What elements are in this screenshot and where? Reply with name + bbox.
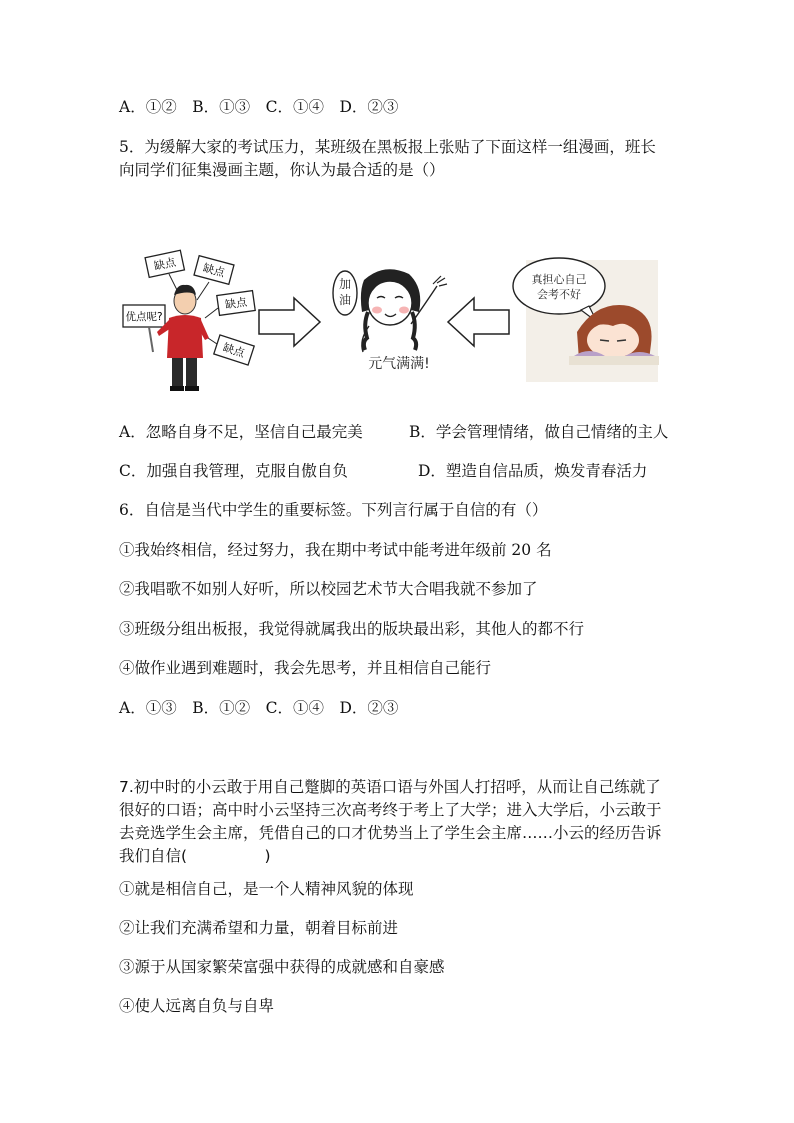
- q5-option-b: B．学会管理情绪，做自己情绪的主人: [409, 423, 669, 441]
- right-panel-worried-girl: [513, 258, 659, 382]
- center-panel-girl: [333, 269, 447, 372]
- jia-text: 加: [338, 277, 352, 291]
- q7-stem-line4: 我们自信( ): [119, 847, 271, 865]
- q6-stem: 6．自信是当代中学生的重要标签。下列言行属于自信的有（）: [119, 501, 548, 519]
- q5-stem-line1: 5．为缓解大家的考试压力，某班级在黑板报上张贴了下面这样一组漫画，班长: [119, 138, 656, 156]
- q4-options: A．①② B．①③ C．①④ D．②③: [119, 98, 399, 116]
- left-panel-man: [123, 250, 255, 391]
- q5-comic-figure: [119, 240, 679, 400]
- sign-text-1: 缺点: [152, 255, 177, 273]
- q5-option-d: D．塑造自信品质，焕发青春活力: [418, 462, 648, 480]
- q5-option-a: A．忽略自身不足，坚信自己最完美: [119, 423, 363, 441]
- q7-item-3: ③源于从国家繁荣富强中获得的成就感和自豪感: [119, 958, 445, 976]
- q7-item-4: ④使人远离自负与自卑: [119, 997, 275, 1015]
- q6-item-4: ④做作业遇到难题时，我会先思考，并且相信自己能行: [119, 659, 492, 677]
- sign-text-4: 缺点: [221, 340, 247, 361]
- yuanqi-caption: 元气满满!: [368, 356, 430, 372]
- q7-stem-line3: 去竞选学生会主席，凭借自己的口才优势当上了学生会主席……小云的经历告诉: [119, 824, 662, 842]
- q6-options: A．①③ B．①② C．①④ D．②③: [119, 699, 399, 717]
- board-text: 优点呢?: [125, 311, 163, 323]
- you-text: 油: [338, 293, 352, 307]
- q5-stem-line2: 向同学们征集漫画主题，你认为最合适的是（）: [119, 161, 445, 179]
- sign-text-2: 缺点: [201, 261, 227, 280]
- q7-item-2: ②让我们充满希望和力量，朝着目标前进: [119, 919, 399, 937]
- comic-strip-illustration: [119, 240, 679, 400]
- arrow-right-icon: [259, 298, 320, 346]
- q6-item-3: ③班级分组出板报，我觉得就属我出的版块最出彩，其他人的都不行: [119, 620, 585, 638]
- q7-stem-line1: 7.初中时的小云敢于用自己蹩脚的英语口语与外国人打招呼，从而让自己练就了: [119, 778, 661, 796]
- speech-bubble: [513, 258, 605, 314]
- q5-option-c: C．加强自我管理，克服自傲自负: [119, 462, 348, 480]
- q7-stem-line2: 很好的口语；高中时小云坚持三次高考终于考上了大学；进入大学后，小云敢于: [119, 801, 662, 819]
- bubble-line2: 会考不好: [537, 288, 581, 301]
- arrow-left-icon: [448, 298, 509, 346]
- q7-item-1: ①就是相信自己，是一个人精神风貌的体现: [119, 880, 414, 898]
- sign-text-3: 缺点: [224, 295, 248, 312]
- q6-item-2: ②我唱歌不如别人好听，所以校园艺术节大合唱我就不参加了: [119, 580, 538, 598]
- bubble-line1: 真担心自己: [531, 273, 587, 286]
- q6-item-1: ①我始终相信，经过努力，我在期中考试中能考进年级前 20 名: [119, 541, 552, 559]
